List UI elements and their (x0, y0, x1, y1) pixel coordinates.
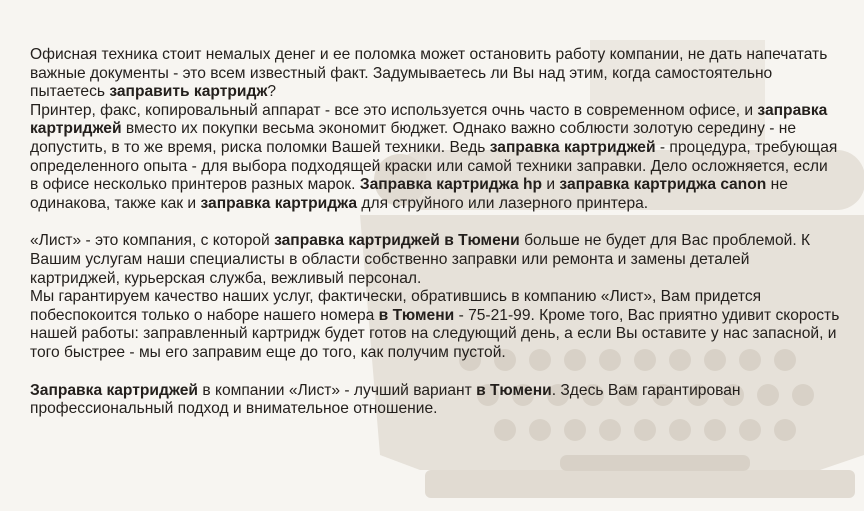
text-run: «Лист» - это компания, с которой (30, 232, 275, 250)
keyword-highlight: заправка картриджей в Тюмени (274, 232, 520, 250)
keyword-highlight: заправить картридж (109, 83, 268, 101)
keyword-highlight: в Тюмени (476, 381, 552, 399)
keyword-highlight: заправка картриджей (489, 138, 656, 156)
paragraph (30, 288, 840, 362)
paragraph (30, 102, 840, 214)
text-run: и (542, 176, 560, 194)
text-run: - процедура, требующая определенного опыта - для выбора подходящей краски или самой техники заправки. Дело осложняется, если в офисе несколько принтеров разных марок. (30, 138, 838, 194)
paragraph (30, 46, 840, 102)
keyword-highlight: заправка картриджей (30, 101, 828, 138)
text-run: . Здесь Вам гарантирован профессиональный подход и внимательное отношение. (30, 381, 741, 418)
text-run: - 75-21-99. Кроме того, Вас приятно удивит скорость нашей работы: заправленный картридж будет готов на следующий день, а если Вы оставите у нас запасной, и того быстрее - мы его заправим еще до того, как получим пустой. (30, 306, 840, 361)
text-run: Принтер, факс, копировальный аппарат - все это используется очнь часто в современном офисе, и (30, 101, 758, 119)
paragraph-gap (30, 363, 840, 382)
text-run: для струйного или лазерного принтера. (357, 194, 649, 212)
text-run: Мы гарантируем качество наших услуг, фактически, обратившись в компанию «Лист», Вам придется побеспокоится только о наборе нашего номера (30, 288, 762, 324)
text-run: больше не будет для Вас проблемой. К Вашим услугам наши специалисты в области собственно заправки или ремонта и замены деталей картриджей, курьерская служба, вежливый персонал. (30, 232, 811, 287)
keyword-highlight: заправка картриджа (200, 194, 358, 212)
paragraph (30, 232, 840, 288)
paragraph-gap (30, 213, 840, 232)
text-run: ? (267, 83, 277, 101)
text-run: в компании «Лист» - лучший вариант (198, 381, 477, 399)
keyword-highlight: Заправка картриджей (30, 381, 199, 399)
text-run: вместо их покупки весьма экономит бюджет. Однако важно соблюсти золотую середину - не допустить, в то же время, риска поломки Вашей техники. Ведь (30, 120, 797, 156)
text-run: Офисная техника стоит немалых денег и ее поломка может остановить работу компании, не дать напечатать важные документы - это всем известный факт. Задумываетесь ли Вы над этим, когда самостоятельно пытаетесь (30, 46, 828, 101)
text-run: не одинакова, также как и (30, 176, 788, 212)
keyword-highlight: Заправка картриджа hp (359, 176, 543, 194)
paragraph (30, 382, 840, 419)
keyword-highlight: в Тюмени (378, 306, 455, 324)
keyword-highlight: заправка картриджа canon (559, 176, 767, 194)
article-text (30, 46, 840, 419)
